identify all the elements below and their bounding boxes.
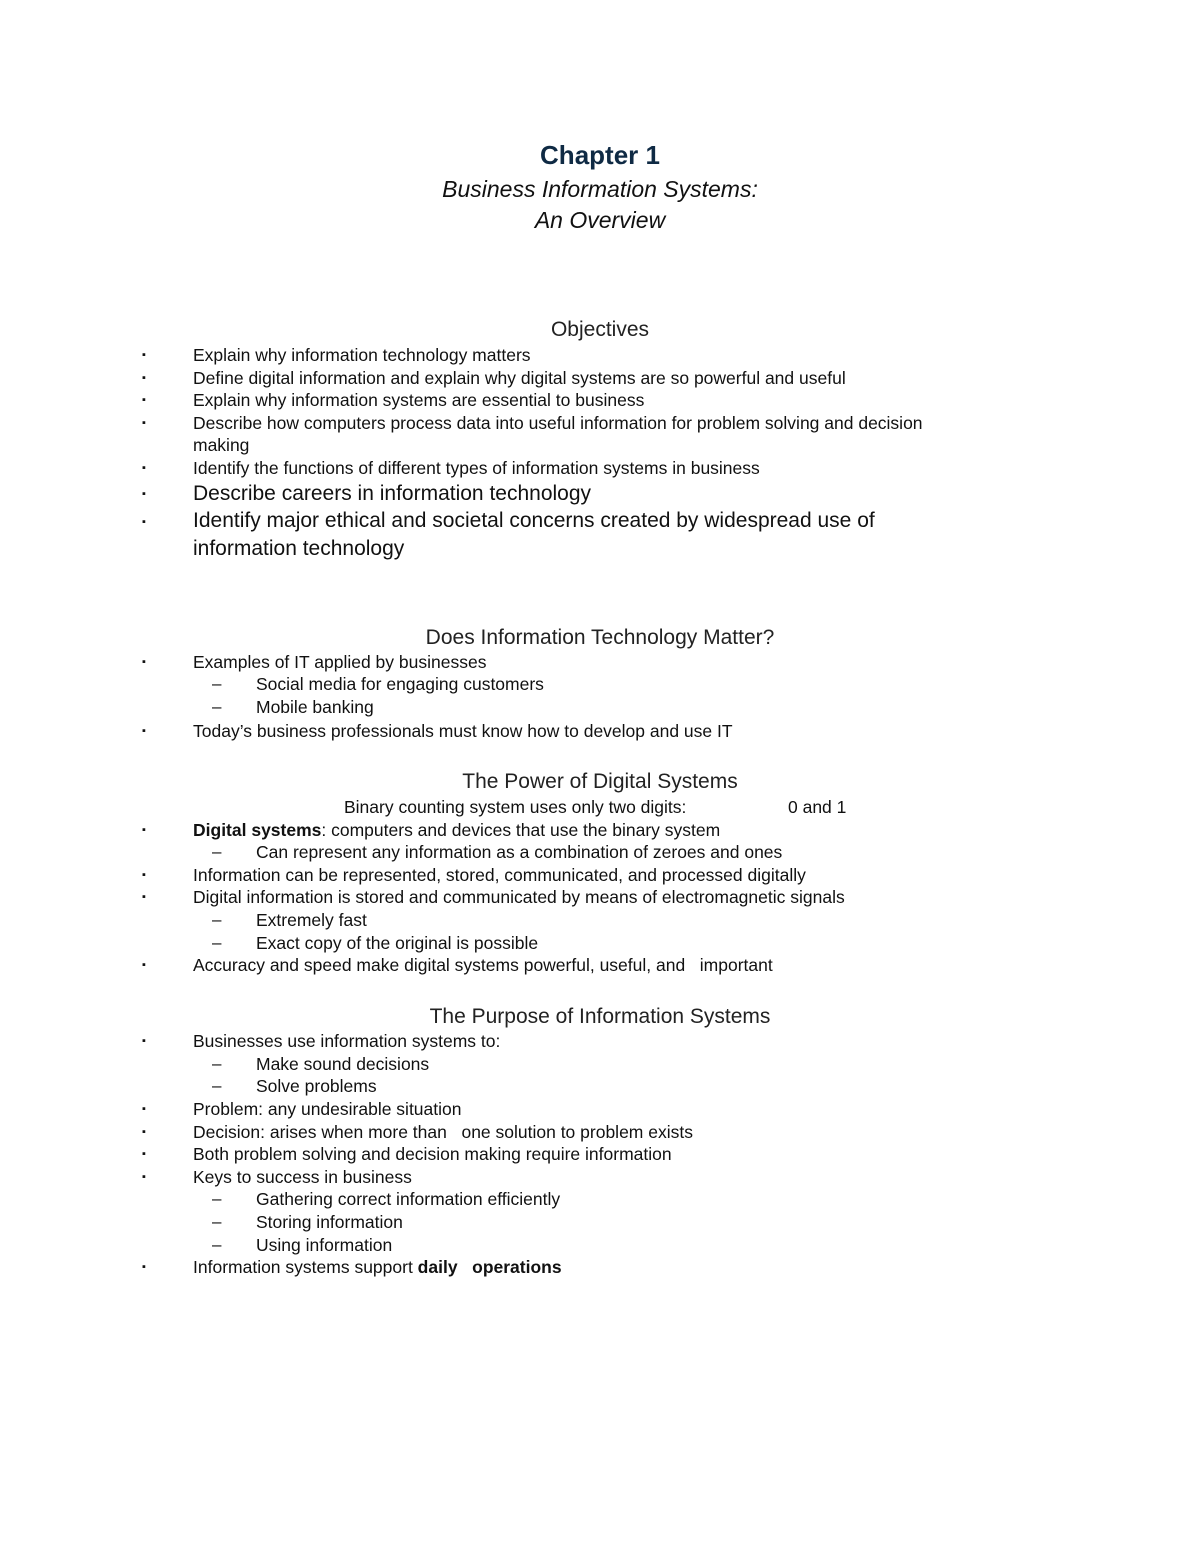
bullet-icon: ▪: [142, 1148, 146, 1160]
dash-icon: –: [212, 910, 222, 929]
purpose-subitem: Solve problems: [256, 1076, 377, 1096]
digital-systems-definition: [193, 820, 720, 840]
bullet-icon: ▪: [142, 824, 146, 836]
purpose-heading: The Purpose of Information Systems: [429, 1005, 771, 1028]
bullet-icon: ▪: [142, 1126, 146, 1138]
digital-subitem: Can represent any information as a combination of zeroes and ones: [256, 842, 783, 862]
bullet-icon: ▪: [142, 1261, 146, 1273]
purpose-item: Decision: arises when more than one solution to problem exists: [193, 1122, 693, 1142]
purpose-item: Problem: any undesirable situation: [193, 1099, 462, 1119]
purpose-subitem: Make sound decisions: [256, 1054, 430, 1074]
dash-icon: –: [212, 1076, 222, 1095]
dash-icon: –: [212, 697, 222, 716]
objective-item: Define digital information and explain why digital systems are so powerful and useful: [193, 368, 846, 388]
dash-icon: –: [212, 674, 222, 693]
objective-item: Explain why information technology matters: [193, 345, 531, 365]
dash-icon: –: [212, 1189, 222, 1208]
objectives-heading: Objectives: [550, 318, 650, 341]
objective-item: Identify the functions of different types of information systems in business: [193, 458, 760, 478]
objective-item: Describe how computers process data into useful information for problem solving and decision: [193, 413, 923, 433]
bullet-icon: ▪: [142, 959, 146, 971]
it-matter-item: Examples of IT applied by businesses: [193, 652, 487, 672]
purpose-subitem: Storing information: [256, 1212, 403, 1232]
it-matter-heading: Does Information Technology Matter?: [425, 626, 775, 649]
bullet-icon: ▪: [142, 394, 146, 406]
chapter-title: Chapter 1: [540, 140, 660, 170]
dash-icon: –: [212, 1235, 222, 1254]
purpose-subitem: Gathering correct information efficiently: [256, 1189, 561, 1209]
bullet-icon: ▪: [142, 462, 146, 474]
purpose-item: Businesses use information systems to:: [193, 1031, 501, 1051]
purpose-support-item: [193, 1257, 562, 1277]
chapter-subtitle-line2: An Overview: [534, 207, 666, 233]
bullet-icon: ▪: [142, 516, 146, 528]
bullet-icon: ▪: [142, 488, 146, 500]
dash-icon: –: [212, 1054, 222, 1073]
it-matter-item: Today’s business professionals must know how to develop and use IT: [193, 721, 733, 741]
it-matter-subitem: Social media for engaging customers: [256, 674, 544, 694]
purpose-subitem: Using information: [256, 1235, 393, 1255]
digital-item: Digital information is stored and communicated by means of electromagnetic signals: [193, 887, 845, 907]
digital-systems-term: Digital systems: [193, 820, 322, 840]
objective-item-continuation: making: [193, 435, 250, 455]
it-matter-subitem: Mobile banking: [256, 697, 374, 717]
digital-item: Accuracy and speed make digital systems powerful, useful, and important: [193, 955, 773, 975]
bullet-icon: ▪: [142, 656, 146, 668]
objective-item: Identify major ethical and societal concerns created by widespread use of: [193, 509, 875, 532]
purpose-item: Keys to success in business: [193, 1167, 412, 1187]
bullet-icon: ▪: [142, 372, 146, 384]
binary-digits: 0 and 1: [788, 797, 847, 817]
bullet-icon: ▪: [142, 891, 146, 903]
objective-item: Describe careers in information technology: [193, 482, 592, 505]
digital-item: Information can be represented, stored, communicated, and processed digitally: [193, 865, 806, 885]
dash-icon: –: [212, 842, 222, 861]
purpose-support-text: Information systems support: [193, 1257, 418, 1277]
bullet-icon: ▪: [142, 1035, 146, 1047]
bullet-icon: ▪: [142, 417, 146, 429]
purpose-item: Both problem solving and decision making require information: [193, 1144, 672, 1164]
chapter-subtitle-line1: Business Information Systems:: [442, 176, 758, 202]
bullet-icon: ▪: [142, 869, 146, 881]
dash-icon: –: [212, 1212, 222, 1231]
dash-icon: –: [212, 933, 222, 952]
binary-text: Binary counting system uses only two digits:: [344, 797, 687, 817]
bullet-icon: ▪: [142, 1103, 146, 1115]
bullet-icon: ▪: [142, 725, 146, 737]
digital-systems-rest: : computers and devices that use the binary system: [321, 820, 721, 840]
digital-subitem: Extremely fast: [256, 910, 367, 930]
objective-item-continuation: information technology: [193, 537, 405, 560]
purpose-support-bold: daily operations: [417, 1257, 562, 1277]
bullet-icon: ▪: [142, 1171, 146, 1183]
digital-subitem: Exact copy of the original is possible: [256, 933, 539, 953]
bullet-icon: ▪: [142, 349, 146, 361]
digital-heading: The Power of Digital Systems: [462, 770, 738, 793]
objective-item: Explain why information systems are essential to business: [193, 390, 645, 410]
